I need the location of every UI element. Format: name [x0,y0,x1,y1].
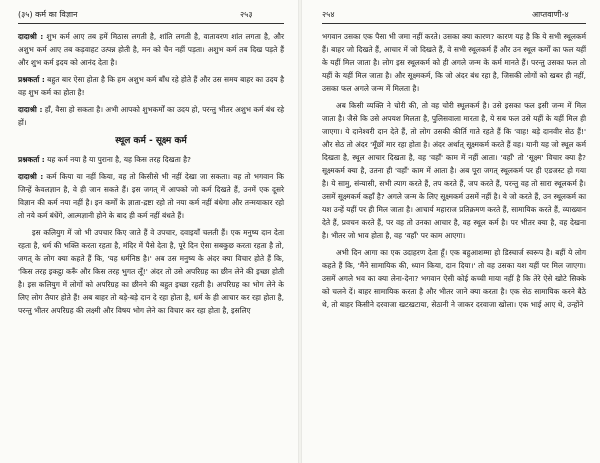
paragraph-text: हाँ, वैसा हो सकता है। अभी आपको शुभकर्मों का उदय हो, परन्तु भीतर अशुभ कर्म बंध रहे हों। [18,105,284,127]
speaker-label: दादाश्री : [18,32,44,41]
book-title-header: आप्तवाणी-४ [532,10,569,19]
page-number: २५४ [322,10,335,19]
paragraph [18,170,284,222]
speaker-label: दादाश्री : [18,105,43,114]
paragraph [18,103,284,129]
paragraph [322,246,586,311]
chapter-header: (३५) कर्म का विज्ञान [18,10,78,19]
paragraph-text: यह कर्म नया है या पुराना है, यह किस तरह दिखता है? [47,155,191,164]
page-number: २५३ [240,10,253,19]
speaker-label: दादाश्री : [18,172,44,181]
section-heading: स्थूल कर्म - सूक्ष्म कर्म [115,136,187,146]
left-page-body [18,30,284,321]
paragraph-text: कर्म किया या नहीं किया, वह तो किसीसे भी नहीं देखा जा सकता। वह तो भगवान कि जिन्हें केवलज्ञान है, वे ही जान सकते हैं। इस जगत् में आपको जो कर्म दिखते हैं, उनमें एक दूसरे विज्ञान की कर्म नया नहीं है। इन कर्मों के ज्ञाता-द्रष्टा रहो तो नया कर्म नहीं बंधेगा और तन्मयाकार रहो तो नये कर्म बंधेंगे, आत्मज्ञानी होने के बाद ही कर्म नहीं बंधते हैं। [18,172,284,220]
speaker-label: प्रश्नकर्ता : [18,75,45,84]
paragraph [18,226,284,317]
paragraph [18,153,284,166]
paragraph [322,30,586,95]
right-page-body [322,30,586,315]
paragraph [322,99,586,242]
paragraph-text: बहुत बार ऐसा होता है कि हम अशुभ कर्म बाँध रहे होते हैं और उस समय बाहर का उदय है वह शुभ कर्म का होता है! [18,75,284,97]
header-rule [18,23,284,24]
paragraph-text: इस कलियुग में जो भी उपचार किए जाते हैं वे उपचार, दवाइयाँ चलती हैं। एक मनुष्य दान देता रहता है, धर्म की भक्ति करता रहता है, मंदिर में पैसे देता है, पूरे दिन ऐसा सबकुछ करता रहता है तो, जगत् के लोग क्या कहते हैं कि, 'यह धर्मनिष्ठ है।' अब उस मनुष्य के अंदर क्या विचार होते हैं कि, 'किस तरह इकट्ठा करूँ और किस तरह भुगत लूँ!' अंदर तो उसे अपरिग्रह का छीन लेने की इच्छा होती है। इस कलियुग में लोगों को अपरिग्रह का छीनने की बहुत इच्छा रहती है। अपरिग्रह का भोग लेने के लिए लोग तैयार होते हैं! अब बाहर तो बड़े-बड़े दान दे रहा होता है, धर्म के ही आचार कर रहा होता है, परन्तु भीतर अपरिग्रह की लक्ष्मी और विषय भोग लेने का विचार कर रहा होता है, इसलिए [18,228,284,315]
paragraph [18,73,284,99]
header-rule [322,23,586,24]
paragraph-text: अब किसी व्यक्ति ने चोरी की, तो वह चोरी स्थूलकर्म है। उसे इसका फल इसी जन्म में मिल जाता है। जैसे कि उसे अपयश मिलता है, पुलिसवाला मारता है, ये सब फल उसे यहीं के यहीं मिल ही जाएगा। ये दानेश्वरी दान देते हैं, तो लोग उसकी कीर्ति गाते रहते हैं कि 'वाह! बड़े दानवीर सेठ हैं!' और सेठ तो अंदर 'मूँछों मार रहा होता है। अंदर अर्थात् सूक्ष्मकर्म करते हैं वह। यानी यह जो स्थूल कर्म दिखता है, स्थूल आचार दिखता है, वह 'वहाँ' काम में नहीं आता। 'वहाँ' तो 'सूक्ष्म' विचार क्या है? सूक्ष्मकर्म क्या है, उतना ही 'वहाँ' काम में आता है। अब पूरा जगत् स्थूलकर्म पर ही एडजस्ट हो गया है। ये सामु, संन्यासी, सभी त्याग करते हैं, तप करते हैं, जप करते हैं, परन्तु वह तो सारा स्थूलकर्म है। उसमें सूक्ष्मकर्म कहाँ है? अगले जन्म के लिए सूक्ष्मकर्म उसमें नहीं है। ये जो करते हैं, उन स्थूलकर्म का यश उन्हें यहीं पर ही मिल जाता है। आचार्य महाराज प्रतिक्रमण करते हैं, सामायिक करते हैं, व्याख्यान देते हैं, प्रवचन करते हैं, पर वह तो उनका आचार है, वह स्थूल कर्म है। पर भीतर क्या है, वह देखना है। भीतर जो भाव होता है, वह 'वहाँ' पर काम आएगा। [322,101,586,240]
speaker-label: प्रश्नकर्ता : [18,155,45,164]
paragraph-text: अभी दिन आगा का एक उदाहरण देता हूँ। एक बहुआशम्मा हो डिस्चार्ज स्वरूप है। बहीं ये लोग कहते हैं कि, 'मैंने सामायिक की, ध्यान किया, दान दिया।' तो वह उसका यश यहीं पर मिल जाएगा। उसमें अगले भव का क्या लेना-देना? भगवान ऐसी कोई कच्ची माया नहीं है कि तेरे ऐसे खोटे सिक्के को चलने दें। बाहर सामायिक करता है और भीतर जाने क्या करता है। एक सेठ सामायिक करने बैठे थे, तो बाहर किसीने दरवाजा खटखटाया, सेठानी ने जाकर दरवाजा खोला। एक भाई आए थे, उन्होंने [322,248,586,309]
paragraph-text: शुभ कर्म आए तब हमें मिठास लगती है, शांति लगती है, वातावरण शांत लगता है, और अशुभ कर्म आए तब कड़वाहट उत्पन्न होती है, मन को चैन नहीं पड़ता। अशुभ कर्म तब दिख पड़ते हैं और शुभ कर्म इदय को आनंद देता है। [18,32,284,67]
paragraph-text: भगवान उसका एक पैसा भी जमा नहीं करते। उसका क्या कारण? कारण यह है कि ये सभी स्थूलकर्म हैं। बाहर जो दिखते हैं, आचार में जो दिखते हैं, वे सभी स्थूलकर्म हैं और उन स्थूल कर्मों का फल यहीं के यहीं मिल जाता है। लोग इस स्थूलकर्म को ही अगले जन्म के कर्म मानते हैं। परन्तु उसका फल तो यहीं के यहीं मिल जाता है। और सूक्ष्मकर्म, कि जो अंदर बंध रहा है, जिसकी लोगों को खबर ही नहीं, उसका फल अगले जन्म में मिलता है। [322,32,586,93]
right-page [300,0,600,463]
paragraph [18,30,284,69]
